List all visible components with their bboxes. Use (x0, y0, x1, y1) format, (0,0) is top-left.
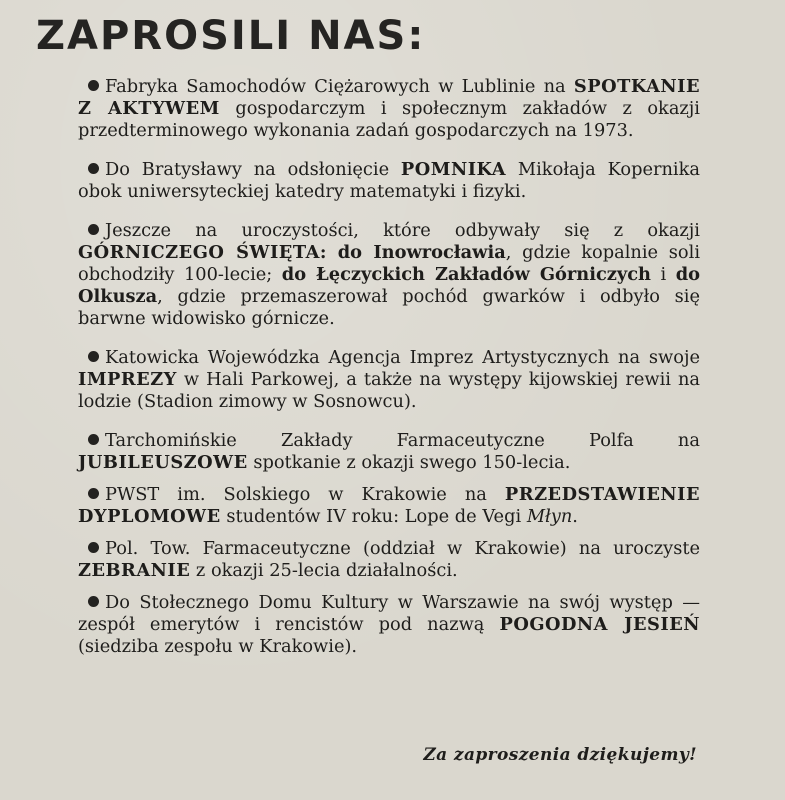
item-text-part: , gdzie kopalnie soli obchodziły 100-lecie; (78, 242, 701, 285)
item-text-part: do Łęczyckich Zakładów Górniczych (281, 264, 651, 285)
item-text-part: . (572, 506, 578, 527)
item-text-part: JUBILEUSZOWE (78, 452, 248, 473)
item-text-part: Do Bratysławy na odsłonięcie (105, 159, 401, 180)
item-text-part: Młyn (526, 506, 573, 527)
item-text-part: Jeszcze na uroczystości, które odbywały się z okazji (105, 220, 700, 241)
item-text-part: GÓRNICZEGO ŚWIĘTA: (78, 242, 327, 263)
item-text-part: PWST im. Solskiego w Krakowie na (105, 484, 505, 505)
bullet-icon (88, 80, 99, 91)
item-text-part: Katowicka Wojewódzka Agencja Imprez Artystycznych na swoje (105, 347, 700, 368)
invitation-item (78, 538, 700, 582)
bullet-icon (88, 542, 99, 553)
item-text-part: Mikołaja Kopernika obok uniwersyteckiej katedry matematyki i fizyki. (78, 159, 700, 202)
bullet-icon (88, 224, 99, 235)
item-text-part: IMPREZY (78, 369, 177, 390)
bullet-icon (88, 351, 99, 362)
item-text-part: POGODNA JESIEŃ (499, 614, 700, 635)
item-text-part: POMNIKA (400, 159, 507, 180)
invitation-list (78, 76, 700, 675)
item-text-part (327, 242, 338, 263)
closing-thanks: Za zaproszenia dziękujemy! (423, 745, 697, 765)
bullet-icon (88, 434, 99, 445)
bullet-icon (88, 163, 99, 174)
invitation-item (78, 76, 700, 142)
invitation-item (78, 347, 700, 413)
item-text-part: do Olkusza (78, 264, 700, 307)
invitation-item (78, 484, 700, 528)
item-text-part: spotkanie z okazji swego 150-lecia. (247, 452, 571, 473)
item-text-part: ZEBRANIE (78, 560, 191, 581)
item-text-part: studentów IV roku: Lope de Vegi (220, 506, 527, 527)
item-text-part: SPOTKANIE Z AKTYWEM (78, 76, 700, 119)
item-text-part: Tarchomińskie Zakłady Farmaceutyczne Polfa na (105, 430, 700, 451)
item-text-part: Do Stołecznego Domu Kultury w Warszawie na swój występ — zespół emerytów i rencistów pod nazwą (78, 592, 700, 635)
item-text-part: do Inowrocławia (337, 242, 506, 263)
item-text-part: z okazji 25-lecia działalności. (190, 560, 458, 581)
invitation-item (78, 220, 700, 330)
invitation-item (78, 159, 700, 203)
section-title: ZAPROSILI NAS: (36, 13, 426, 59)
invitation-item (78, 430, 700, 474)
bullet-icon (88, 596, 99, 607)
item-text-part: , gdzie przemaszerował pochód gwarków i odbyło się barwne widowisko górnicze. (78, 286, 700, 329)
item-text-part: (siedziba zespołu w Krakowie). (78, 636, 358, 657)
item-text-part: Pol. Tow. Farmaceutyczne (oddział w Krakowie) na uroczyste (105, 538, 700, 559)
item-text-part: w Hali Parkowej, a także na występy kijowskiej rewii na lodzie (Stadion zimowy w Sosnowcu). (78, 369, 700, 412)
item-text-part: i (650, 264, 676, 285)
item-text-part: gospodarczym i społecznym zakładów z okazji przedterminowego wykonania zadań gospodarczych na 1973. (78, 98, 700, 141)
bullet-icon (88, 488, 99, 499)
item-text-part: PRZEDSTAWIENIE DYPLOMOWE (78, 484, 700, 527)
item-text-part: Fabryka Samochodów Ciężarowych w Lublinie na (105, 76, 574, 97)
invitation-item (78, 592, 700, 658)
